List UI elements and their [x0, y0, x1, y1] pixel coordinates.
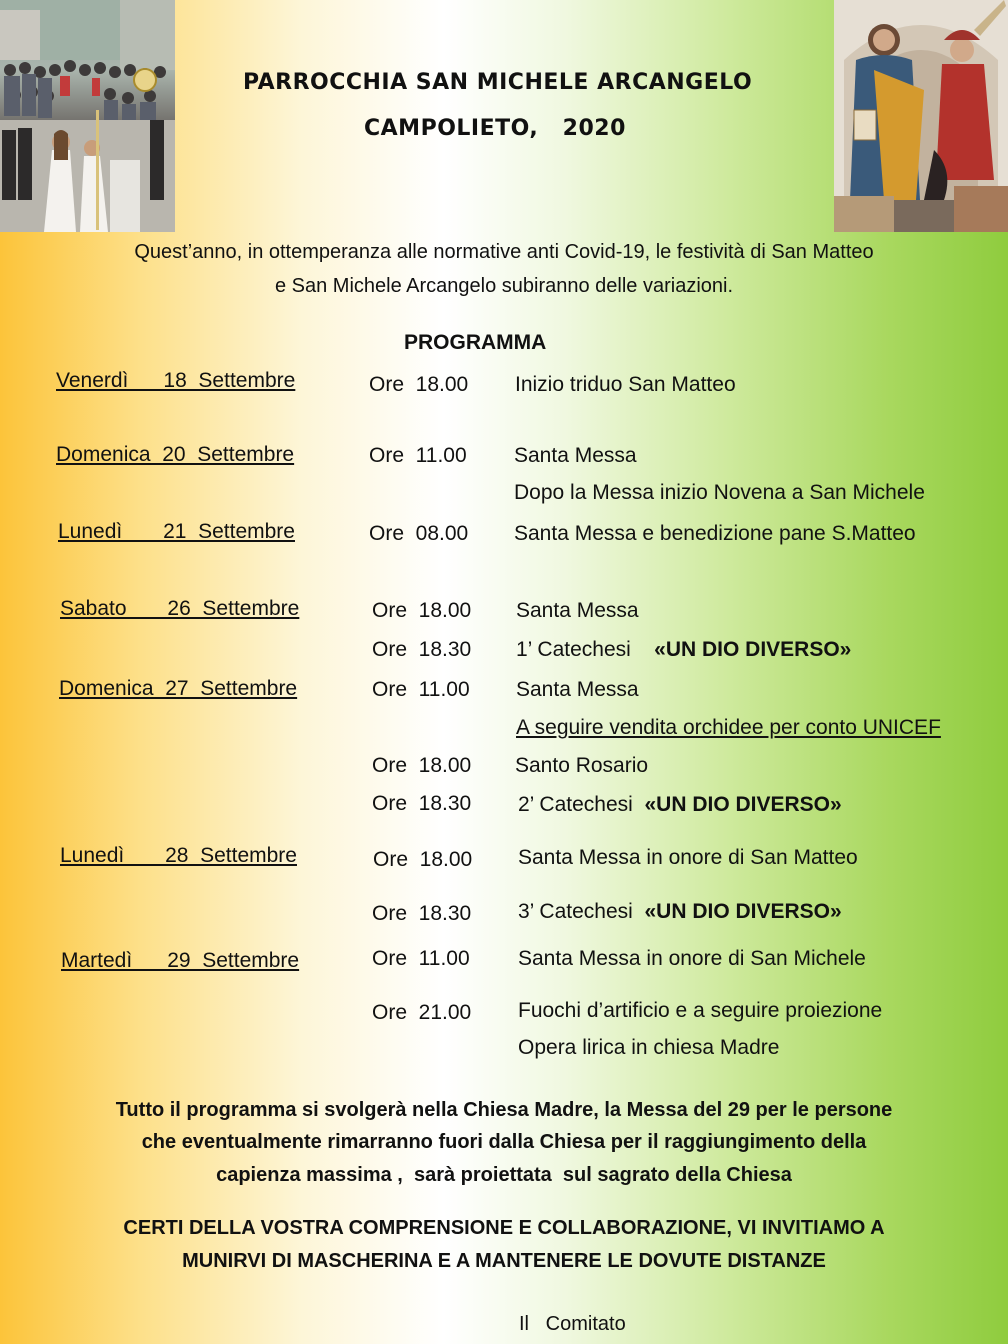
- time-row: Ore 18.30: [372, 792, 472, 815]
- date-friday-18: Venerdì 18 Settembre: [56, 369, 296, 392]
- time-row: Ore 08.00: [369, 522, 469, 545]
- catechesi-label: 3’ Catechesi: [518, 900, 633, 923]
- intro-line-2: e San Michele Arcangelo subiranno delle variazioni.: [274, 275, 734, 297]
- signature: Il Comitato: [519, 1313, 626, 1335]
- procession-illustration: [0, 0, 175, 232]
- time-row: Ore 11.00: [372, 947, 470, 970]
- event-row: Inizio triduo San Matteo: [515, 373, 736, 396]
- footer-note-line-1: Tutto il programma si svolgerà nella Chiesa Madre, la Messa del 29 per le persone: [115, 1099, 893, 1121]
- date-saturday-26: Sabato 26 Settembre: [60, 597, 300, 620]
- closing-appeal-line-1: CERTI DELLA VOSTRA COMPRENSIONE E COLLABORAZIONE, VI INVITIAMO A: [123, 1217, 885, 1239]
- event-row: A seguire vendita orchidee per conto UNICEF: [516, 716, 941, 739]
- saints-statues-photo: [834, 0, 1008, 232]
- time-row: Ore 18.00: [373, 848, 473, 871]
- date-monday-21: Lunedì 21 Settembre: [58, 520, 295, 543]
- event-row: Santo Rosario: [515, 754, 649, 777]
- date-sunday-27: Domenica 27 Settembre: [59, 677, 298, 700]
- date-sunday-20: Domenica 20 Settembre: [56, 443, 295, 466]
- event-row: Santa Messa: [516, 599, 639, 622]
- event-row: [518, 900, 842, 924]
- event-row: [518, 793, 842, 817]
- date-monday-28: Lunedì 28 Settembre: [60, 844, 297, 867]
- time-row: Ore 11.00: [372, 678, 470, 701]
- time-row: Ore 18.00: [372, 754, 472, 777]
- event-row: Santa Messa: [516, 678, 639, 701]
- event-row: Opera lirica in chiesa Madre: [518, 1036, 780, 1059]
- catechesi-title: «UN DIO DIVERSO»: [644, 793, 842, 816]
- time-row: Ore 21.00: [372, 1001, 472, 1024]
- location-year: CAMPOLIETO, 2020: [364, 116, 626, 141]
- statues-illustration: [834, 0, 1008, 232]
- procession-photo: [0, 0, 175, 232]
- event-row: Santa Messa e benedizione pane S.Matteo: [514, 522, 916, 545]
- intro-line-1: Quest’anno, in ottemperanza alle normative anti Covid-19, le festività di San Matteo: [134, 241, 874, 263]
- catechesi-label: 1’ Catechesi: [516, 638, 631, 661]
- time-row: Ore 18.00: [369, 373, 469, 396]
- event-row: [516, 638, 851, 662]
- event-row: Fuochi d’artificio e a seguire proiezione: [518, 999, 883, 1022]
- event-row: Santa Messa: [514, 444, 637, 467]
- event-row: Dopo la Messa inizio Novena a San Michele: [514, 481, 925, 504]
- time-row: Ore 11.00: [369, 444, 467, 467]
- catechesi-title: «UN DIO DIVERSO»: [644, 900, 842, 923]
- program-heading: PROGRAMMA: [404, 331, 547, 354]
- closing-appeal-line-2: MUNIRVI DI MASCHERINA E A MANTENERE LE DOVUTE DISTANZE: [182, 1250, 826, 1272]
- event-row: Santa Messa in onore di San Michele: [518, 947, 866, 970]
- footer-note-line-2: che eventualmente rimarranno fuori dalla Chiesa per il raggiungimento della: [141, 1131, 867, 1153]
- time-row: Ore 18.30: [372, 638, 472, 661]
- footer-note-line-3: capienza massima , sarà proiettata sul sagrato della Chiesa: [216, 1164, 792, 1186]
- time-row: Ore 18.00: [372, 599, 472, 622]
- time-row: Ore 18.30: [372, 902, 472, 925]
- catechesi-label: 2’ Catechesi: [518, 793, 633, 816]
- event-row: Santa Messa in onore di San Matteo: [518, 846, 858, 869]
- parish-title: PARROCCHIA SAN MICHELE ARCANGELO: [243, 70, 753, 95]
- date-tuesday-29: Martedì 29 Settembre: [61, 949, 300, 972]
- catechesi-title: «UN DIO DIVERSO»: [654, 638, 852, 661]
